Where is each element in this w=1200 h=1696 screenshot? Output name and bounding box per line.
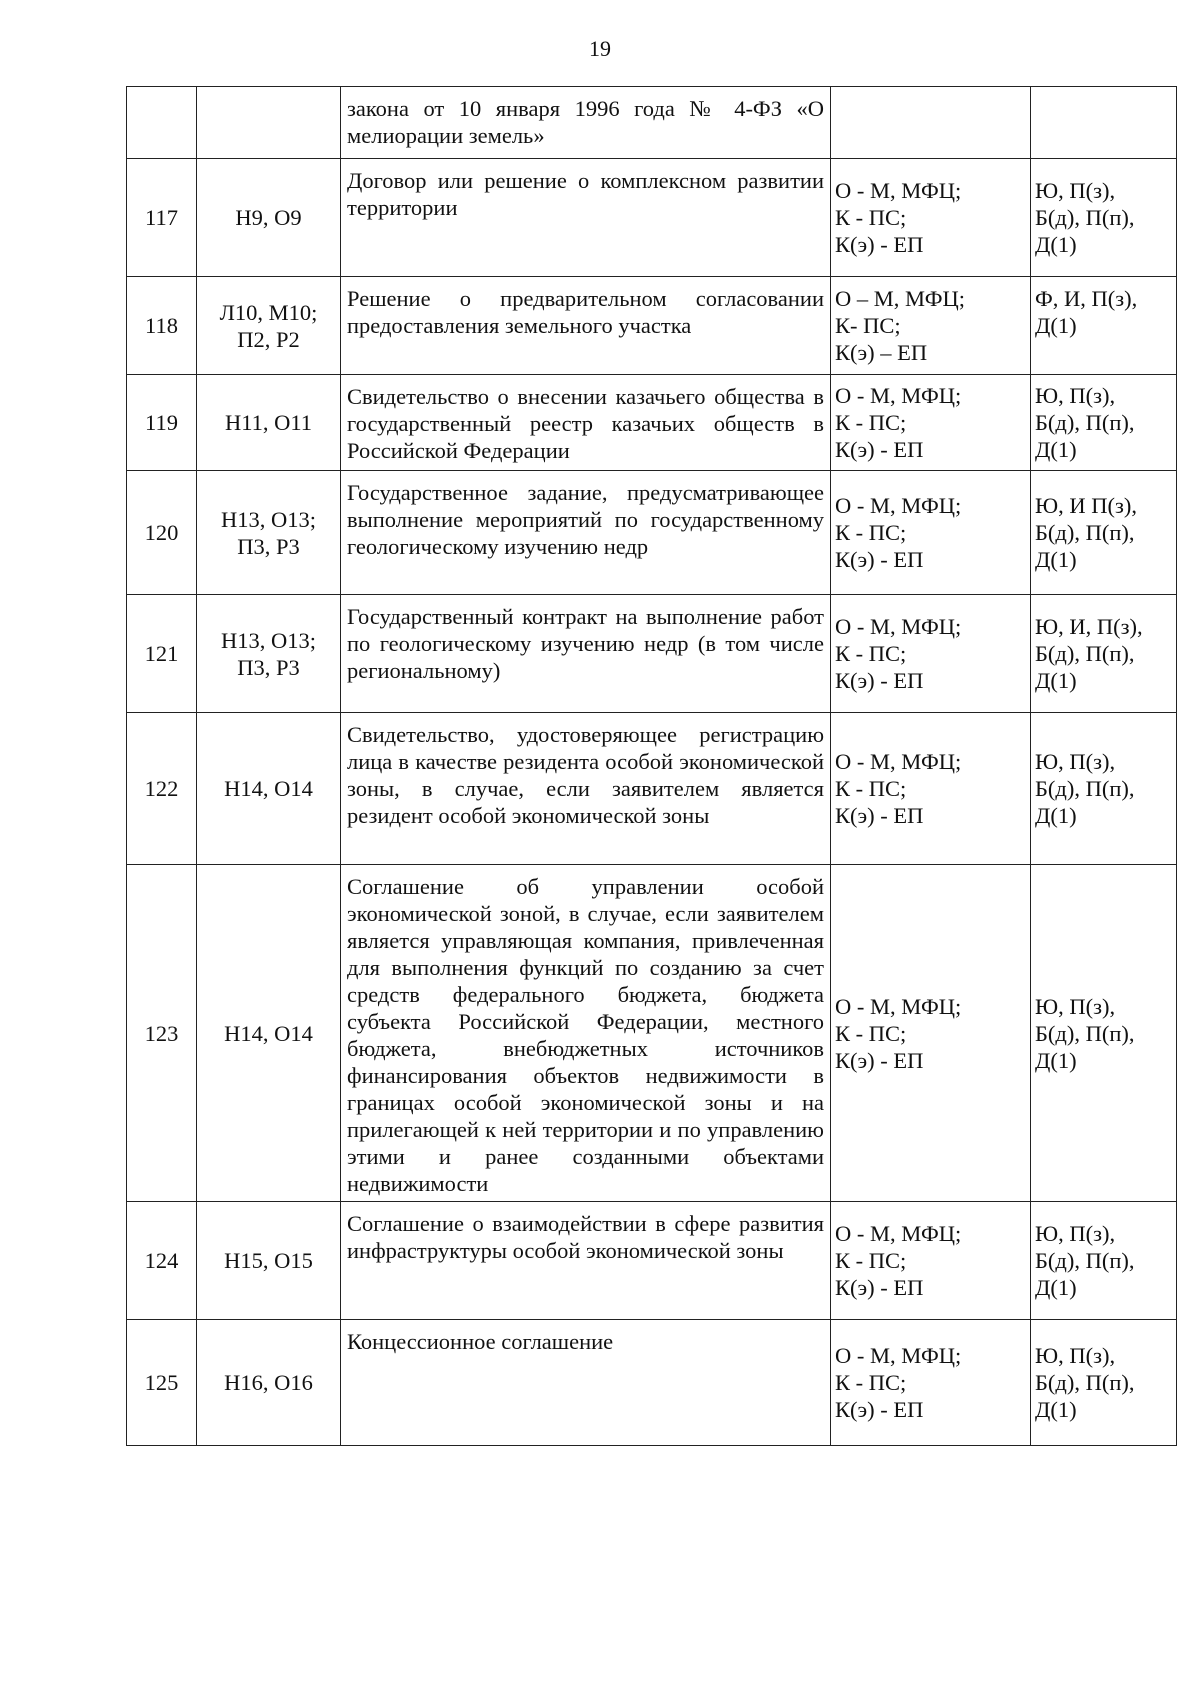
row-submission-way: О - М, МФЦ; К - ПС; К(э) - ЕП	[831, 1320, 1031, 1446]
row-number: 125	[127, 1320, 197, 1446]
row-submission-way: О - М, МФЦ; К - ПС; К(э) - ЕП	[831, 159, 1031, 277]
row-submission-way: О - М, МФЦ; К - ПС; К(э) - ЕП	[831, 375, 1031, 471]
table-row	[127, 277, 1177, 375]
row-submission-way: О - М, МФЦ; К - ПС; К(э) - ЕП	[831, 713, 1031, 865]
row-number	[127, 87, 197, 159]
row-submission-way: О – М, МФЦ; К- ПС; К(э) – ЕП	[831, 277, 1031, 375]
documents-table	[126, 86, 1177, 1446]
row-document: Решение о предварительном согласовании предоставления земельного участка	[341, 277, 831, 375]
row-code: Н13, О13; П3, Р3	[197, 471, 341, 595]
row-code: Н11, О11	[197, 375, 341, 471]
row-number: 119	[127, 375, 197, 471]
row-applicant: Ю, П(з), Б(д), П(п), Д(1)	[1031, 865, 1177, 1202]
row-applicant: Ю, П(з), Б(д), П(п), Д(1)	[1031, 1320, 1177, 1446]
row-document: Соглашение о взаимодействии в сфере развития инфраструктуры особой экономической зоны	[341, 1202, 831, 1320]
row-number: 118	[127, 277, 197, 375]
row-number: 124	[127, 1202, 197, 1320]
row-code: Н9, О9	[197, 159, 341, 277]
row-applicant: Ю, И, П(з), Б(д), П(п), Д(1)	[1031, 595, 1177, 713]
row-document: Концессионное соглашение	[341, 1320, 831, 1446]
row-document: Свидетельство о внесении казачьего общества в государственный реестр казачьих обществ в Российской Федерации	[341, 375, 831, 471]
row-number: 117	[127, 159, 197, 277]
row-number: 120	[127, 471, 197, 595]
row-applicant: Ю, П(з), Б(д), П(п), Д(1)	[1031, 713, 1177, 865]
row-submission-way: О - М, МФЦ; К - ПС; К(э) - ЕП	[831, 1202, 1031, 1320]
table-row	[127, 865, 1177, 1202]
row-code: Н14, О14	[197, 713, 341, 865]
row-document: Соглашение об управлении особой экономической зоной, в случае, если заявителем является управляющая компания, привлеченная для выполнения функций по созданию за счет средств федерального бюджета, бюджета субъекта Российской Федерации, местного бюджета, внебюджетных источников финансирования объектов недвижимости в границах особой экономической зоны и на прилегающей к ней территории и по управлению этими и ранее созданными объектами недвижимости	[341, 865, 831, 1202]
table-row	[127, 713, 1177, 865]
row-document: закона от 10 января 1996 года № 4-ФЗ «О мелиорации земель»	[341, 87, 831, 159]
table-row	[127, 595, 1177, 713]
table-row	[127, 1320, 1177, 1446]
row-code: Л10, М10; П2, Р2	[197, 277, 341, 375]
row-document: Договор или решение о комплексном развитии территории	[341, 159, 831, 277]
row-submission-way: О - М, МФЦ; К - ПС; К(э) - ЕП	[831, 865, 1031, 1202]
row-number: 123	[127, 865, 197, 1202]
row-applicant: Ю, П(з), Б(д), П(п), Д(1)	[1031, 159, 1177, 277]
table-row	[127, 87, 1177, 159]
row-number: 121	[127, 595, 197, 713]
table-row	[127, 1202, 1177, 1320]
row-code: Н14, О14	[197, 865, 341, 1202]
row-document: Свидетельство, удостоверяющее регистрацию лица в качестве резидента особой экономической зоны, в случае, если заявителем является резидент особой экономической зоны	[341, 713, 831, 865]
row-applicant: Ю, И П(з), Б(д), П(п), Д(1)	[1031, 471, 1177, 595]
row-applicant: Ю, П(з), Б(д), П(п), Д(1)	[1031, 375, 1177, 471]
row-submission-way: О - М, МФЦ; К - ПС; К(э) - ЕП	[831, 471, 1031, 595]
row-code: Н16, О16	[197, 1320, 341, 1446]
row-document: Государственный контракт на выполнение работ по геологическому изучению недр (в том числе региональному)	[341, 595, 831, 713]
row-code	[197, 87, 341, 159]
row-submission-way	[831, 87, 1031, 159]
table-row	[127, 471, 1177, 595]
row-code: Н13, О13; П3, Р3	[197, 595, 341, 713]
row-code: Н15, О15	[197, 1202, 341, 1320]
row-submission-way: О - М, МФЦ; К - ПС; К(э) - ЕП	[831, 595, 1031, 713]
row-applicant	[1031, 87, 1177, 159]
row-applicant: Ф, И, П(з), Д(1)	[1031, 277, 1177, 375]
row-applicant: Ю, П(з), Б(д), П(п), Д(1)	[1031, 1202, 1177, 1320]
table-row	[127, 375, 1177, 471]
page-number: 19	[589, 36, 611, 61]
row-number: 122	[127, 713, 197, 865]
table-row	[127, 159, 1177, 277]
row-document: Государственное задание, предусматривающее выполнение мероприятий по государственному геологическому изучению недр	[341, 471, 831, 595]
